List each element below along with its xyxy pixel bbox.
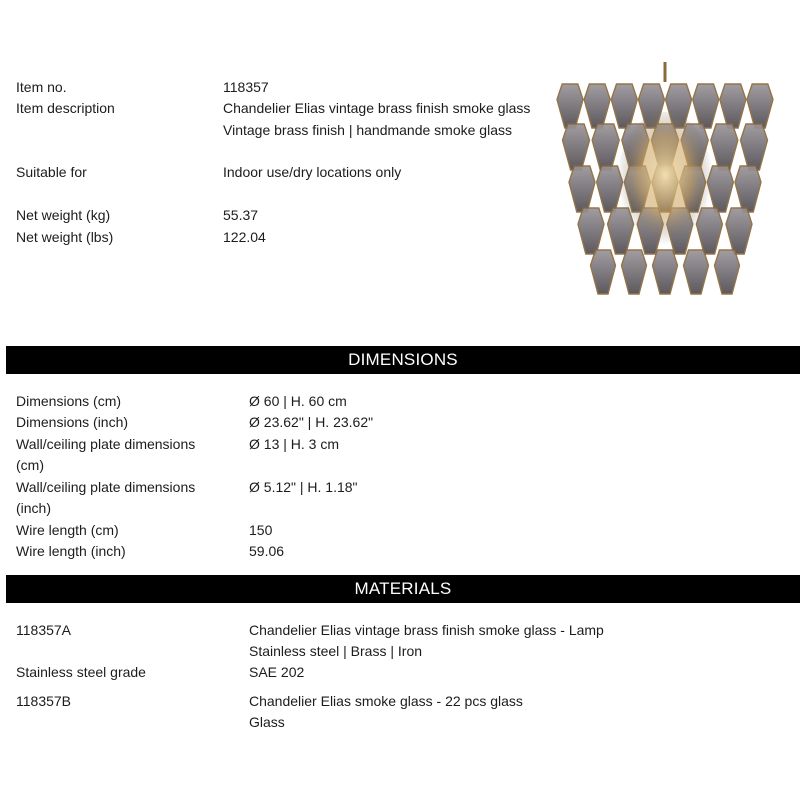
dimensions-heading: DIMENSIONS [348, 350, 458, 369]
glass-panel [684, 250, 709, 294]
part-b-code: 118357B [16, 693, 72, 709]
item-description-label: Item description [16, 100, 115, 116]
glass-panel [557, 84, 583, 128]
glass-panel [726, 208, 752, 254]
net-weight-kg-label: Net weight (kg) [16, 207, 111, 223]
plate-inch-label-line1: Wall/ceiling plate dimensions [16, 479, 196, 495]
dimensions-header [6, 346, 800, 374]
steel-grade-value: SAE 202 [249, 664, 305, 680]
plate-cm-label-line2: (cm) [16, 457, 44, 473]
glass-panel [584, 84, 610, 128]
glass-panel [715, 250, 740, 294]
plate-cm-value: Ø 13 | H. 3 cm [249, 436, 339, 452]
item-description-line2: Vintage brass finish | handmande smoke glass [223, 122, 512, 138]
wire-cm-value: 150 [249, 522, 273, 538]
plate-cm-label-line1: Wall/ceiling plate dimensions [16, 436, 196, 452]
glass-panel [591, 250, 616, 294]
dimensions-inch-label: Dimensions (inch) [16, 414, 129, 430]
chandelier-illustration [555, 62, 775, 307]
net-weight-kg-value: 55.37 [223, 207, 259, 223]
glass-panel [611, 84, 637, 128]
glass-panel [563, 124, 590, 170]
glass-panel [578, 208, 604, 254]
steel-grade-label: Stainless steel grade [16, 664, 146, 680]
glass-panel [735, 166, 761, 212]
glass-panel [569, 166, 595, 212]
glass-panel [693, 84, 719, 128]
glass-panel [747, 84, 773, 128]
part-a-line1: Chandelier Elias vintage brass finish smoke glass - Lamp [249, 622, 604, 638]
wire-cm-label: Wire length (cm) [16, 522, 119, 538]
dimensions-cm-value: Ø 60 | H. 60 cm [249, 393, 347, 409]
part-b-line2: Glass [249, 714, 285, 730]
glass-panel [592, 124, 619, 170]
net-weight-lbs-value: 122.04 [223, 229, 266, 245]
suitable-for-value: Indoor use/dry locations only [223, 164, 402, 180]
glass-panel [720, 84, 746, 128]
dimensions-inch-value: Ø 23.62" | H. 23.62" [249, 414, 374, 430]
part-b-line1: Chandelier Elias smoke glass - 22 pcs glass [249, 693, 523, 709]
wire-inch-value: 59.06 [249, 543, 285, 559]
wire-inch-label: Wire length (inch) [16, 543, 126, 559]
suitable-for-label: Suitable for [16, 164, 87, 180]
net-weight-lbs-label: Net weight (lbs) [16, 229, 114, 245]
plate-inch-label-line2: (inch) [16, 500, 52, 516]
item-description-line1: Chandelier Elias vintage brass finish smoke glass [223, 100, 531, 116]
part-a-line2: Stainless steel | Brass | Iron [249, 643, 423, 659]
materials-header [6, 575, 800, 603]
glass-panel [653, 250, 678, 294]
glass-panel [711, 124, 738, 170]
dimensions-cm-label: Dimensions (cm) [16, 393, 122, 409]
item-no-label: Item no. [16, 79, 67, 95]
glass-panel [741, 124, 768, 170]
plate-inch-value: Ø 5.12" | H. 1.18" [249, 479, 358, 495]
materials-heading: MATERIALS [354, 579, 452, 598]
item-no-value: 118357 [223, 79, 269, 95]
glass-panel [622, 250, 647, 294]
part-a-code: 118357A [16, 622, 72, 638]
